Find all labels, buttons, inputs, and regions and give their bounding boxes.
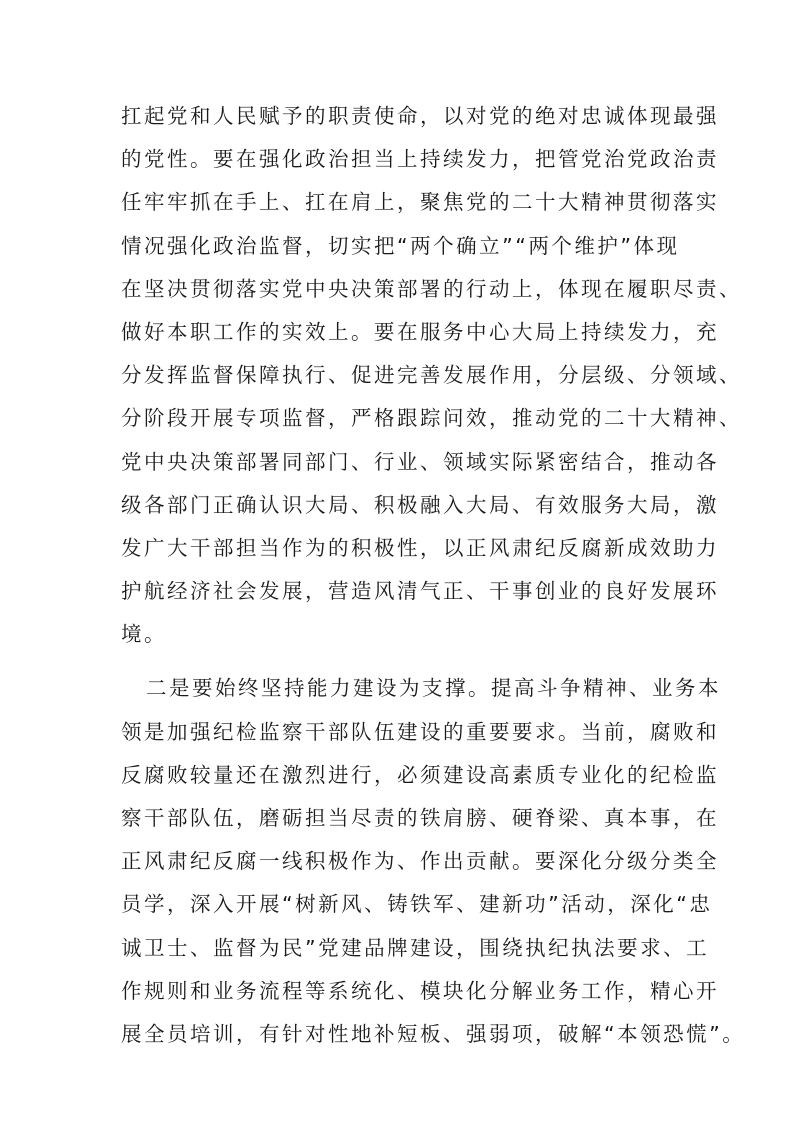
text-line: 党中央决策部署同部门、行业、领域实际紧密结合，推动各 <box>121 449 719 474</box>
text-line: 察干部队伍，磨砺担当尽责的铁肩膀、硬脊梁、真本事，在 <box>121 806 719 830</box>
text-line: 分阶段开展专项监督，严格跟踪问效，推动党的二十大精神、 <box>121 406 742 431</box>
text-line: 反腐败较量还在激烈进行，必须建设高素质专业化的纪检监 <box>121 762 719 787</box>
text-line: 正风肃纪反腐一线积极作为、作出贡献。要深化分级分类全 <box>121 849 719 874</box>
text-line: 发广大干部担当作为的积极性，以正风肃纪反腐新成效助力 <box>121 535 719 560</box>
text-line: 的党性。要在强化政治担当上持续发力，把管党治党政治责 <box>121 147 719 172</box>
text-line: 分发挥监督保障执行、促进完善发展作用，分层级、分领域、 <box>121 363 742 388</box>
paragraph-1 <box>121 95 742 656</box>
text-line-first-indented: 二是要始终坚持能力建设为支撑。提高斗争精神、业务本 <box>146 676 721 701</box>
text-line: 做好本职工作的实效上。要在服务中心大局上持续发力，充 <box>121 319 719 344</box>
text-line: 作规则和业务流程等系统化、模块化分解业务工作，精心开 <box>121 978 719 1003</box>
text-line: 展全员培训，有针对性地补短板、强弱项，破解“本领恐慌”。 <box>121 1021 746 1046</box>
text-line: 任牢牢抓在手上、扛在肩上，聚焦党的二十大精神贯彻落实 <box>121 190 719 215</box>
text-line: 级各部门正确认识大局、积极融入大局、有效服务大局，激 <box>121 492 719 517</box>
document-body <box>121 95 746 1056</box>
text-line: 情况强化政治监督，切实把“两个确立”“两个维护”体现 <box>121 233 680 258</box>
paragraph-2 <box>121 667 746 1056</box>
text-line: 在坚决贯彻落实党中央决策部署的行动上，体现在履职尽责、 <box>121 276 742 301</box>
text-line: 境。 <box>121 622 167 647</box>
text-line: 员学，深入开展“树新风、铸铁军、建新功”活动，深化“忠 <box>121 892 713 917</box>
text-line: 领是加强纪检监察干部队伍建设的重要要求。当前，腐败和 <box>121 719 719 744</box>
text-line: 护航经济社会发展，营造风清气正、干事创业的良好发展环 <box>121 579 719 604</box>
text-line: 扛起党和人民赋予的职责使命，以对党的绝对忠诚体现最强 <box>121 104 719 128</box>
paragraph-spacing <box>121 656 674 667</box>
text-line: 诚卫士、监督为民”党建品牌建设，围绕执纪执法要求、工 <box>121 935 710 960</box>
